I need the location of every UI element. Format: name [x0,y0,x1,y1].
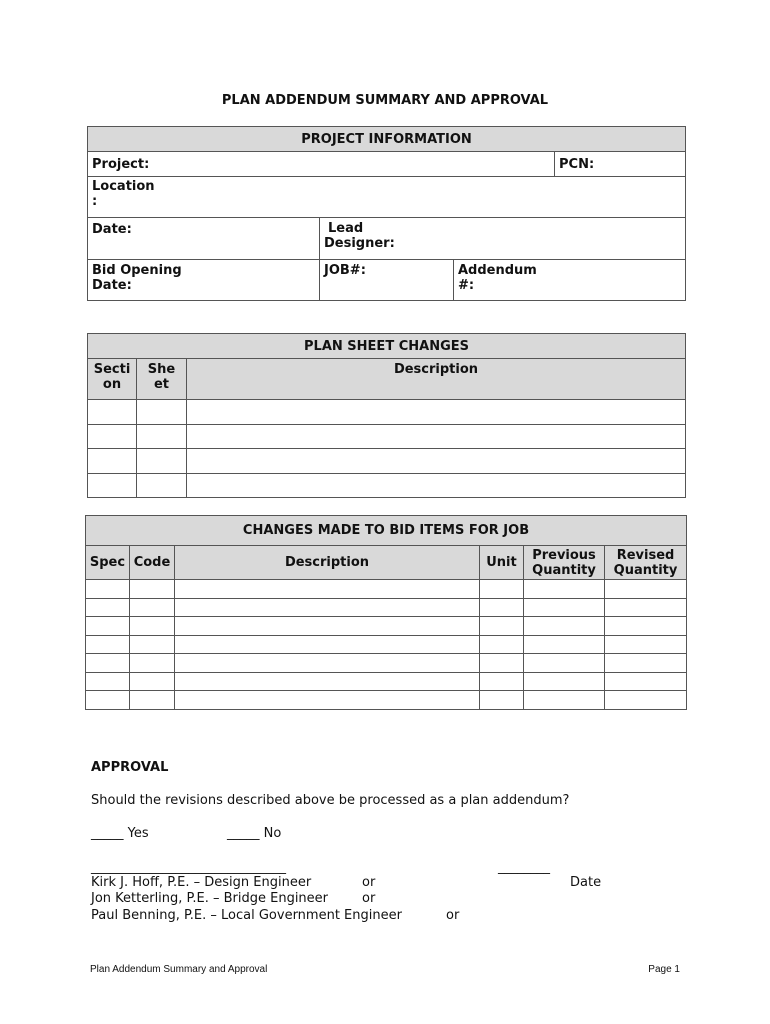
description-cell[interactable] [175,673,480,691]
addendum-label: Addendum [458,263,537,278]
sheet-cell[interactable] [137,400,187,425]
code-cell[interactable] [130,617,175,636]
code-cell[interactable] [130,580,175,599]
unit-cell[interactable] [480,580,524,599]
spec-cell[interactable] [86,636,130,654]
code-cell[interactable] [130,673,175,691]
table-row [86,654,687,673]
addendum-number-field[interactable] [454,260,686,301]
previous-quantity-cell[interactable] [524,580,605,599]
section-label-line2: on [102,377,122,392]
section-cell[interactable] [88,449,137,474]
or-separator: or [362,891,376,906]
or-separator: or [446,908,460,923]
revised-quantity-cell[interactable] [605,691,687,710]
previous-quantity-cell[interactable] [524,617,605,636]
signer-local-government-engineer: Paul Benning, P.E. – Local Government Engineer [91,908,402,923]
table-row [88,425,686,449]
project-field[interactable] [88,152,555,177]
date-label: Date: [92,222,132,237]
revised-quantity-cell[interactable] [605,599,687,617]
signer-bridge-engineer: Jon Ketterling, P.E. – Bridge Engineer [91,891,329,906]
code-cell[interactable] [130,599,175,617]
description-cell[interactable] [187,449,686,474]
table-row [88,474,686,498]
project-information-table [87,126,686,301]
pcn-label: PCN: [559,156,595,172]
description-cell[interactable] [175,599,480,617]
addendum-number-label: #: [458,278,475,293]
table-row [86,599,687,617]
bid-items-changes-table [85,515,687,710]
previous-quantity-cell[interactable] [524,636,605,654]
revised-label: Revised [616,547,675,563]
description-cell[interactable] [175,654,480,673]
description-cell[interactable] [187,474,686,498]
column-header-sheet [137,359,187,400]
bid-opening-date-label: Date: [92,278,132,293]
column-header-revised-quantity [605,546,687,580]
bid-opening-date-field[interactable] [88,260,320,301]
unit-cell[interactable] [480,691,524,710]
spec-cell[interactable] [86,691,130,710]
signer-design-engineer: Kirk J. Hoff, P.E. – Design Engineer [91,875,312,890]
sheet-cell[interactable] [137,425,187,449]
previous-quantity-cell[interactable] [524,691,605,710]
description-cell[interactable] [187,400,686,425]
column-header-spec: Spec [86,546,130,580]
location-label: Location [92,179,155,194]
date-label: Date [570,875,602,890]
description-cell[interactable] [175,617,480,636]
unit-cell[interactable] [480,617,524,636]
spec-cell[interactable] [86,617,130,636]
revised-quantity-cell[interactable] [605,654,687,673]
table-row [86,691,687,710]
or-separator: or [362,875,376,890]
section-cell[interactable] [88,400,137,425]
column-header-previous-quantity [524,546,605,580]
unit-cell[interactable] [480,636,524,654]
description-cell[interactable] [187,425,686,449]
column-header-description: Description [175,546,480,580]
unit-cell[interactable] [480,673,524,691]
project-information-header: PROJECT INFORMATION [88,127,686,152]
revised-quantity-cell[interactable] [605,617,687,636]
unit-cell[interactable] [480,654,524,673]
date-line[interactable]: ________ [498,860,550,875]
designer-label: Designer: [324,236,395,251]
pcn-field[interactable] [555,152,686,177]
column-header-unit: Unit [480,546,524,580]
spec-cell[interactable] [86,673,130,691]
job-number-field[interactable] [320,260,454,301]
code-cell[interactable] [130,691,175,710]
revised-quantity-cell[interactable] [605,673,687,691]
table-row [86,636,687,654]
job-label: JOB#: [324,263,366,278]
previous-quantity-label: Quantity [532,562,596,578]
column-header-section [88,359,137,400]
plan-sheet-changes-header: PLAN SHEET CHANGES [88,334,686,359]
footer-document-name: Plan Addendum Summary and Approval [90,964,268,975]
table-row [86,617,687,636]
footer-page-number: Page 1 [648,964,680,975]
location-field[interactable] [88,177,686,218]
approval-question: Should the revisions described above be processed as a plan addendum? [91,793,570,808]
lead-designer-field[interactable] [320,218,686,260]
previous-quantity-cell[interactable] [524,673,605,691]
signature-line[interactable]: ______________________________ [91,860,286,875]
table-row [86,673,687,691]
yes-option[interactable]: _____ Yes [91,826,149,841]
sheet-label-line1: She [147,362,176,377]
spec-cell[interactable] [86,654,130,673]
previous-quantity-cell[interactable] [524,654,605,673]
sheet-cell[interactable] [137,474,187,498]
spec-cell[interactable] [86,599,130,617]
revised-quantity-cell[interactable] [605,636,687,654]
table-row [88,400,686,425]
column-header-code: Code [130,546,175,580]
code-cell[interactable] [130,636,175,654]
section-cell[interactable] [88,425,137,449]
lead-label: Lead [328,221,364,236]
bid-opening-label: Bid Opening [92,263,182,278]
code-cell[interactable] [130,654,175,673]
section-label-line1: Secti [93,362,131,377]
spec-cell[interactable] [86,580,130,599]
previous-label: Previous [532,547,596,563]
description-cell[interactable] [175,636,480,654]
no-option[interactable]: _____ No [227,826,282,841]
project-label: Project: [92,156,150,172]
table-row [86,580,687,599]
previous-quantity-cell[interactable] [524,599,605,617]
section-cell[interactable] [88,474,137,498]
description-cell[interactable] [175,580,480,599]
approval-heading: APPROVAL [91,760,169,775]
unit-cell[interactable] [480,599,524,617]
revised-quantity-cell[interactable] [605,580,687,599]
date-field[interactable] [88,218,320,260]
revised-quantity-label: Quantity [613,562,678,578]
plan-sheet-changes-table [87,333,686,498]
bid-items-changes-header: CHANGES MADE TO BID ITEMS FOR JOB [86,516,687,546]
location-label-colon: : [92,194,98,209]
sheet-cell[interactable] [137,449,187,474]
table-row [88,449,686,474]
sheet-label-line2: et [153,377,170,392]
column-header-description: Description [187,359,686,400]
description-cell[interactable] [175,691,480,710]
document-title: PLAN ADDENDUM SUMMARY AND APPROVAL [221,93,549,108]
